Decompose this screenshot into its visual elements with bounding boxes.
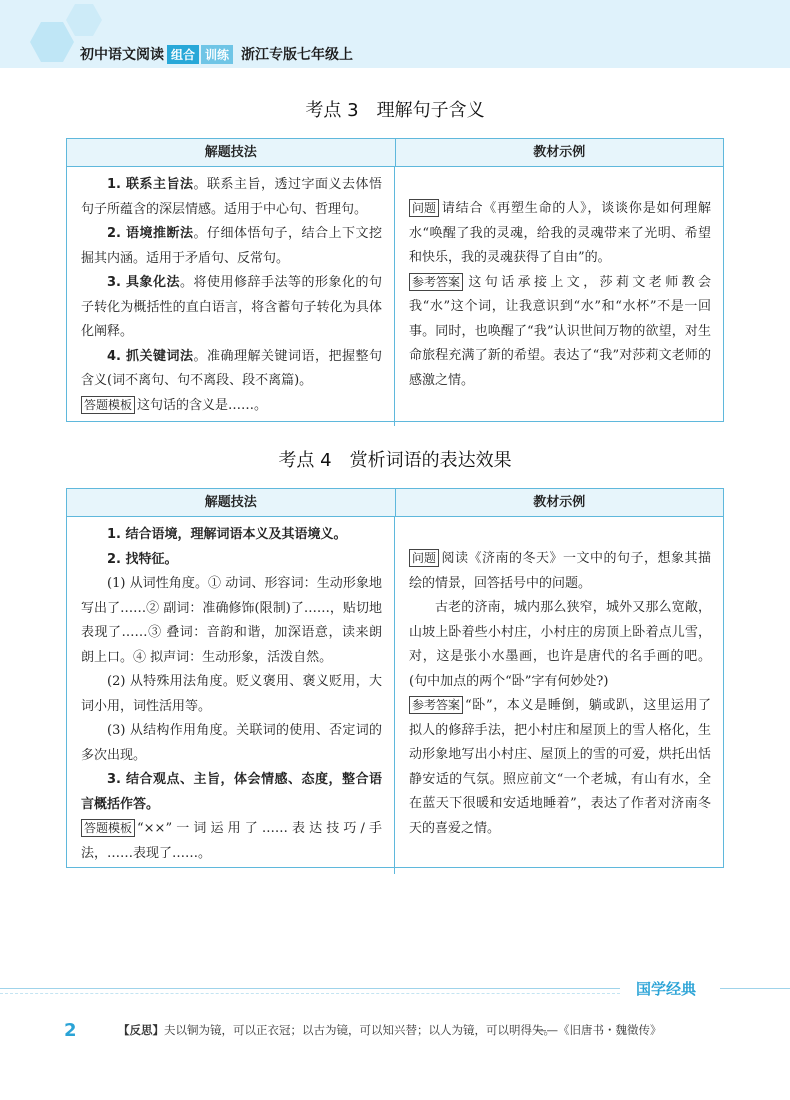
footer-divider-dashed: [0, 993, 620, 994]
badge-combo: 组合: [167, 45, 199, 64]
section3-table: [66, 138, 724, 422]
answer-tag: 参考答案: [409, 273, 463, 291]
method-item: 1. 结合语境，理解词语本义及其语境义。: [107, 527, 347, 542]
hexagon-decoration: [66, 4, 102, 36]
answer-template: 答题模板 这句话的含义是……。: [81, 394, 382, 419]
question-tag: 问题: [409, 549, 439, 567]
section3-methods-cell: [67, 167, 395, 426]
section4-table: [66, 488, 724, 868]
section4-title: [0, 446, 790, 472]
method-item: 2. 找特征。: [107, 551, 178, 567]
template-tag: 答题模板: [81, 396, 135, 414]
reflect-text: 夫以铜为镜，可以正衣冠；以古为镜，可以知兴替；以人为镜，可以明得失。: [164, 1023, 555, 1037]
badge-training: 训练: [201, 45, 233, 64]
example-answer: 参考答案 这句话承接上文，莎莉文老师教会我“水”这个词，让我意识到“水”和“水杯”不是一回事。同时，也唤醒了“我”认识世间万物的欲望，对生命旅程充满了新的希望。表达了“我”对莎莉文老师的感激之情。: [409, 274, 711, 388]
section3-kaodian: 考点 3: [305, 100, 359, 121]
section4-col-examples: 教材示例: [533, 495, 586, 510]
section3-heading: 理解句子含义: [376, 100, 485, 121]
reflect-quote: [118, 1022, 555, 1038]
method-subitem: (1) 从词性角度。① 动词、形容词：生动形象地写出了……② 副词：准确修饰(限制)了……，贴切地表现了……③ 叠词：音韵和谐，加深语意，读来朗朗上口。④ 拟声词：生动形象，活泼自然。: [81, 576, 382, 665]
hexagon-decoration: [30, 22, 74, 62]
section3-example-cell: [395, 167, 723, 426]
method-item: 1. 联系主旨法。联系主旨，透过字面义去体悟句子所蕴含的深层情感。适用于中心句、哲理句。: [81, 177, 382, 217]
header-title-row: [80, 44, 353, 64]
footer-section-label: 国学经典: [636, 980, 697, 998]
footer-divider: [720, 988, 790, 989]
section4-table-header: [67, 489, 723, 517]
section4-example-cell: [395, 517, 723, 874]
method-item: 3. 具象化法。将使用修辞手法等的形象化的句子转化为概括性的直白语言，将含蓄句子转化为具体化阐释。: [81, 275, 382, 339]
page-header: [0, 0, 790, 68]
method-item: 3. 结合观点、主旨，体会情感、态度，整合语言概括作答。: [81, 772, 382, 812]
section3-table-body: [67, 167, 723, 426]
method-subitem: (2) 从特殊用法角度。贬义褒用、褒义贬用，大词小用，词性活用等。: [81, 674, 382, 714]
footer-divider: [0, 988, 620, 989]
page-number: 2: [64, 1020, 77, 1041]
answer-tag: 参考答案: [409, 696, 463, 714]
method-item: 4. 抓关键词法。准确理解关键词语，把握整句含义(词不离句、句不离段、段不离篇)。: [81, 348, 382, 388]
section4-heading: 赏析词语的表达效果: [349, 450, 512, 471]
section4-col-methods: 解题技法: [67, 489, 396, 516]
template-tag: 答题模板: [81, 819, 135, 837]
section4-methods-cell: [67, 517, 395, 874]
example-question: 问题 请结合《再塑生命的人》，谈谈你是如何理解水“唤醒了我的灵魂，给我的灵魂带来了光明、希望和快乐，我的灵魂获得了自由”的。: [409, 201, 711, 265]
answer-template: 答题模板 “××”一词运用了……表达技巧/手法，……表现了……。: [81, 821, 382, 861]
question-tag: 问题: [409, 199, 439, 217]
section3-col-methods: 解题技法: [67, 139, 396, 166]
section4-kaodian: 考点 4: [278, 450, 332, 471]
method-subitem: (3) 从结构作用角度。关联词的使用、否定词的多次出现。: [81, 723, 382, 763]
section3-title: [0, 96, 790, 122]
example-question: 问题 阅读《济南的冬天》一文中的句子，想象其描绘的情景，回答括号中的问题。: [409, 551, 711, 591]
example-quote: 古老的济南，城内那么狭窄，城外又那么宽敞，山坡上卧着些小村庄，小村庄的房顶上卧着点儿雪，对，这是张小水墨画，也许是唐代的名手画的吧。(句中加点的两个“卧”字有何妙处?): [409, 600, 711, 689]
method-item: 2. 语境推断法。仔细体悟句子，结合上下文挖掘其内涵。适用于矛盾句、反常句。: [81, 226, 382, 266]
section3-table-header: [67, 139, 723, 167]
edition-label: 浙江专版七年级上: [241, 47, 354, 63]
reflect-tag: 【反思】: [118, 1023, 164, 1037]
quote-source: ——《旧唐书・魏徵传》: [535, 1023, 662, 1037]
section3-col-examples: 教材示例: [533, 145, 586, 160]
section4-table-body: [67, 517, 723, 874]
example-answer: 参考答案 “卧”，本义是睡倒，躺或趴，这里运用了拟人的修辞手法，把小村庄和屋顶上的雪人格化，生动形象地写出小村庄、屋顶上的雪的可爱，烘托出恬静安适的气氛。照应前文“一个老城，有山有水，全在蓝天下很暖和安适地睡着”，表达了作者对济南冬天的喜爱之情。: [409, 698, 711, 836]
book-title: 初中语文阅读: [80, 47, 164, 63]
